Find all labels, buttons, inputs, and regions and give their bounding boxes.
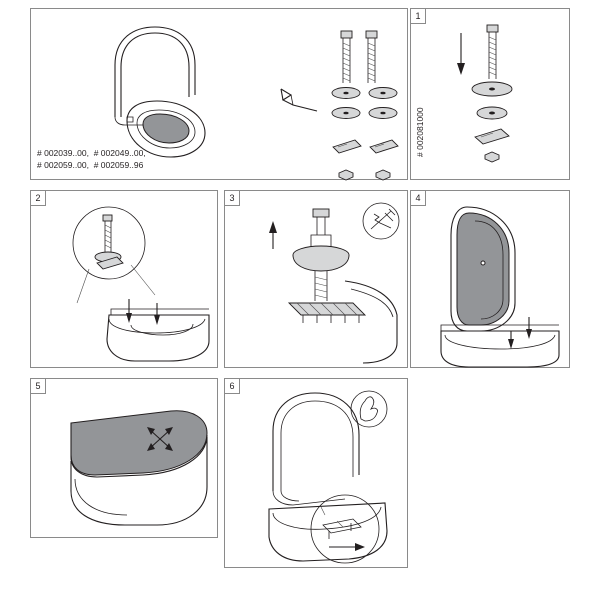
- hand-symbol: [351, 391, 387, 427]
- bolt-pair: [335, 29, 383, 87]
- bolt: [487, 25, 498, 79]
- panel-step-2: [30, 190, 218, 368]
- step4-drawing: [411, 191, 569, 367]
- panel-2-number: 2: [31, 191, 46, 206]
- step1-drawing: [431, 19, 561, 169]
- seat-ring-gray: [451, 207, 515, 331]
- arrow-right: [355, 543, 365, 551]
- no-tool-symbol: [363, 203, 399, 239]
- nut-right: [376, 170, 390, 180]
- washer-flat-right: [369, 88, 397, 99]
- step5-drawing: [31, 379, 217, 537]
- panel-step-1: [410, 8, 570, 180]
- step6-drawing: [225, 379, 407, 567]
- panel-step-4: [410, 190, 570, 368]
- panel-step-5: [30, 378, 218, 538]
- step3-drawing: [225, 191, 407, 367]
- arrow-head-2: [508, 339, 514, 349]
- panel-step-3: [224, 190, 408, 368]
- bracket-right: [370, 140, 398, 153]
- panel-4-number: 4: [411, 191, 426, 206]
- hardware-group: [321, 85, 401, 185]
- arrow-head-2: [154, 315, 160, 325]
- seat-lifted: [273, 393, 359, 505]
- ceramic-bowl: [345, 281, 397, 363]
- leader-line-2: [131, 265, 155, 295]
- bolt-left: [341, 31, 352, 83]
- overview-article-codes: # 002039..00, # 002049..00, # 002059..00, # 002059..96: [37, 148, 146, 170]
- ceramic-bowl: [441, 325, 559, 367]
- panel-5-number: 5: [31, 379, 46, 394]
- washer-cone-left: [332, 108, 360, 119]
- up-arrow-head: [269, 221, 277, 233]
- leader-line-1: [77, 269, 89, 303]
- washer-cone: [477, 107, 507, 119]
- bracket: [475, 129, 509, 144]
- nut-left: [339, 170, 353, 180]
- leader-line: [321, 507, 325, 515]
- down-arrow-head: [457, 63, 465, 75]
- panel-overview: [30, 8, 408, 180]
- nut: [485, 152, 499, 162]
- bolt-right: [366, 31, 377, 83]
- toilet-seat-exploded-drawing: [71, 21, 221, 151]
- washer-flat-left: [332, 88, 360, 99]
- washer-cone-right: [369, 108, 397, 119]
- panel-6-number: 6: [225, 379, 240, 394]
- step2-drawing: [31, 191, 217, 367]
- step1-article-code: # 002081000: [415, 107, 425, 157]
- panel-3-number: 3: [225, 191, 240, 206]
- washer-flat: [472, 82, 512, 96]
- lid-closed-gray: [71, 411, 207, 477]
- wrench-icon: [277, 83, 321, 117]
- bolt-detail: [95, 215, 123, 269]
- bracket-left: [333, 140, 361, 153]
- panel-1-number: 1: [411, 9, 426, 24]
- panel-step-6: [224, 378, 408, 568]
- hinge-assembly: [293, 209, 349, 301]
- bracket-plate: [289, 303, 365, 323]
